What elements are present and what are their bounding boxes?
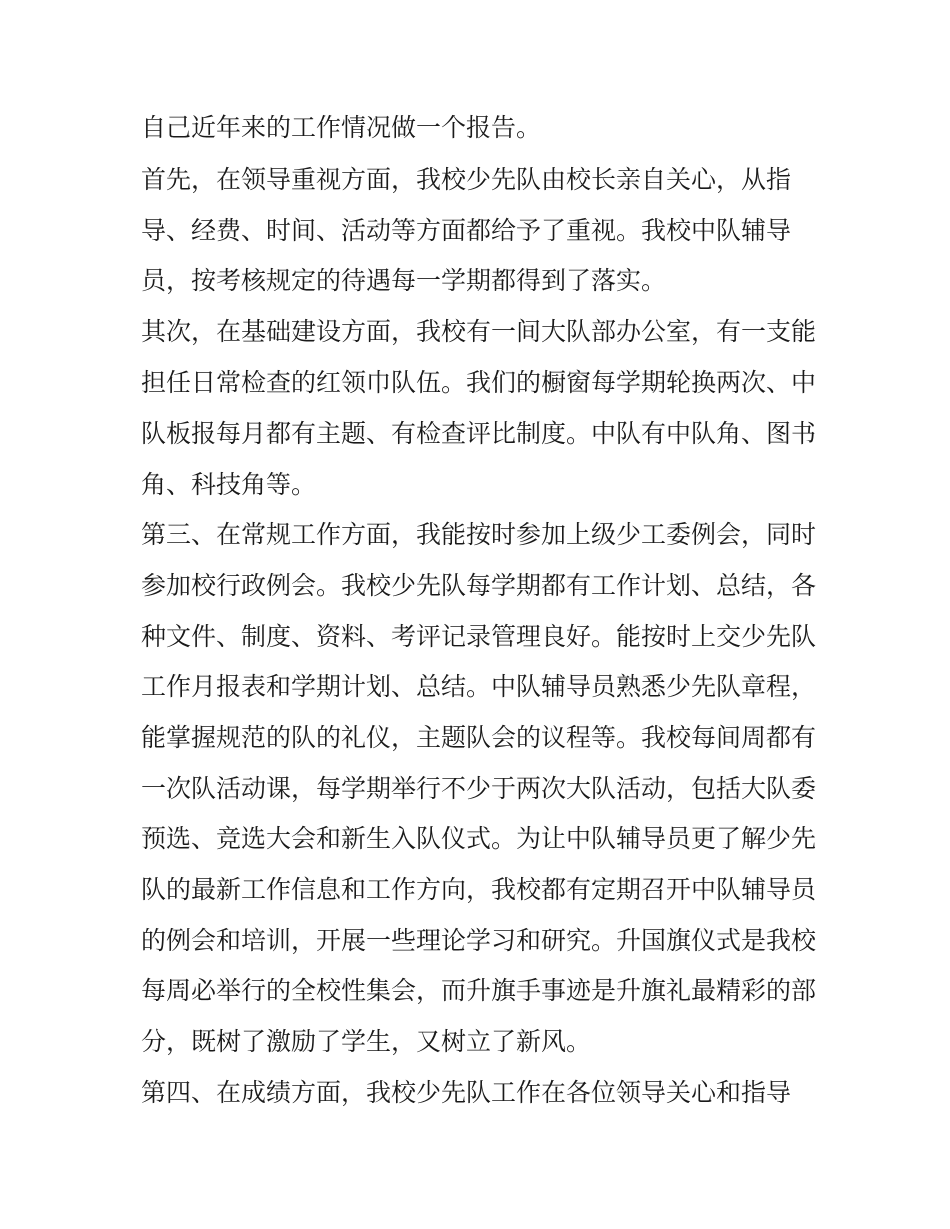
text-line: 分，既树了激励了学生，又树立了新风。 (141, 1027, 592, 1056)
text-line: 第三、在常规工作方面，我能按时参加上级少工委例会，同时 (141, 520, 817, 549)
text-line: 导、经费、时间、活动等方面都给予了重视。我校中队辅导 (141, 216, 792, 245)
text-line: 每周必举行的全校性集会，而升旗手事迹是升旗礼最精彩的部 (141, 976, 817, 1005)
text-line: 担任日常检查的红领巾队伍。我们的橱窗每学期轮换两次、中 (141, 368, 817, 397)
text-line: 一次队活动课，每学期举行不少于两次大队活动，包括大队委 (141, 774, 817, 803)
text-line: 队板报每月都有主题、有检查评比制度。中队有中队角、图书 (141, 419, 817, 448)
text-line: 能掌握规范的队的礼仪，主题队会的议程等。我校每间周都有 (141, 723, 817, 752)
text-line: 参加校行政例会。我校少先队每学期都有工作计划、总结，各 (141, 571, 817, 600)
text-line: 预选、竞选大会和新生入队仪式。为让中队辅导员更了解少先 (141, 824, 817, 853)
text-line: 工作月报表和学期计划、总结。中队辅导员熟悉少先队章程， (141, 672, 817, 701)
text-line: 自己近年来的工作情况做一个报告。 (141, 113, 542, 142)
text-line: 的例会和培训，开展一些理论学习和研究。升国旗仪式是我校 (141, 926, 817, 955)
text-line: 第四、在成绩方面，我校少先队工作在各位领导关心和指导 (141, 1078, 792, 1107)
text-line: 队的最新工作信息和工作方向，我校都有定期召开中队辅导员 (141, 875, 817, 904)
text-line: 角、科技角等。 (141, 470, 317, 499)
text-line: 种文件、制度、资料、考评记录管理良好。能按时上交少先队 (141, 622, 817, 651)
text-line: 首先，在领导重视方面，我校少先队由校长亲自关心，从指 (141, 165, 792, 194)
text-line: 其次，在基础建设方面，我校有一间大队部办公室，有一支能 (141, 317, 817, 346)
text-line: 员，按考核规定的待遇每一学期都得到了落实。 (141, 266, 667, 295)
